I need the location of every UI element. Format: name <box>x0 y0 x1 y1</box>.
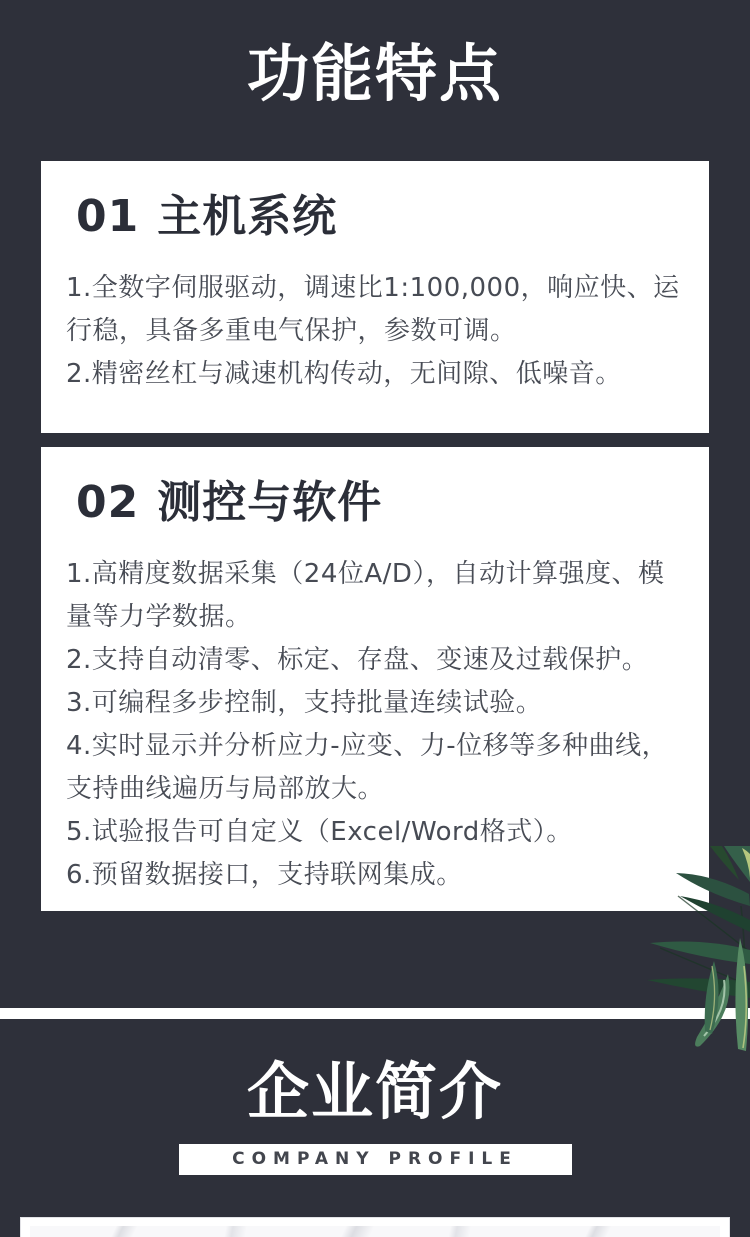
marble-texture-image <box>30 1226 720 1237</box>
feature-card-measurement-software <box>41 447 709 911</box>
profile-section-title: 企业简介 <box>246 1055 503 1128</box>
feature-card-1-number: 01 <box>76 191 140 242</box>
feature-item: 3.可编程多步控制，支持批量连续试验。 <box>66 688 543 718</box>
company-photo-card <box>20 1217 730 1237</box>
feature-item: 1.高精度数据采集（24位A/D），自动计算强度、模量等力学数据。 <box>66 559 665 632</box>
company-profile-badge <box>179 1144 572 1175</box>
feature-card-2-number: 02 <box>76 477 140 528</box>
company-profile-badge-label: COMPANY PROFILE <box>232 1149 518 1169</box>
feature-item: 2.支持自动清零、标定、存盘、变速及过载保护。 <box>66 645 649 675</box>
feature-item: 6.预留数据接口，支持联网集成。 <box>66 860 463 890</box>
feature-card-2-title: 测控与软件 <box>157 477 383 528</box>
feature-card-1-title: 主机系统 <box>157 191 338 242</box>
feature-item: 4.实时显示并分析应力-应变、力-位移等多种曲线，支持曲线遍历与局部放大。 <box>66 731 669 804</box>
feature-item: 5.试验报告可自定义（Excel/Word格式）。 <box>66 817 573 847</box>
feature-card-host-system <box>41 161 709 433</box>
feature-item: 1.全数字伺服驱动，调速比1:100,000，响应快、运行稳，具备多重电气保护，参数可调。 <box>66 273 680 346</box>
feature-card-1-heading <box>76 189 685 245</box>
company-profile-section <box>0 1019 750 1237</box>
section-divider <box>0 1008 750 1019</box>
feature-card-2-heading <box>76 475 685 531</box>
features-section-title: 功能特点 <box>246 37 503 110</box>
feature-item: 2.精密丝杠与减速机构传动，无间隙、低噪音。 <box>66 359 622 389</box>
